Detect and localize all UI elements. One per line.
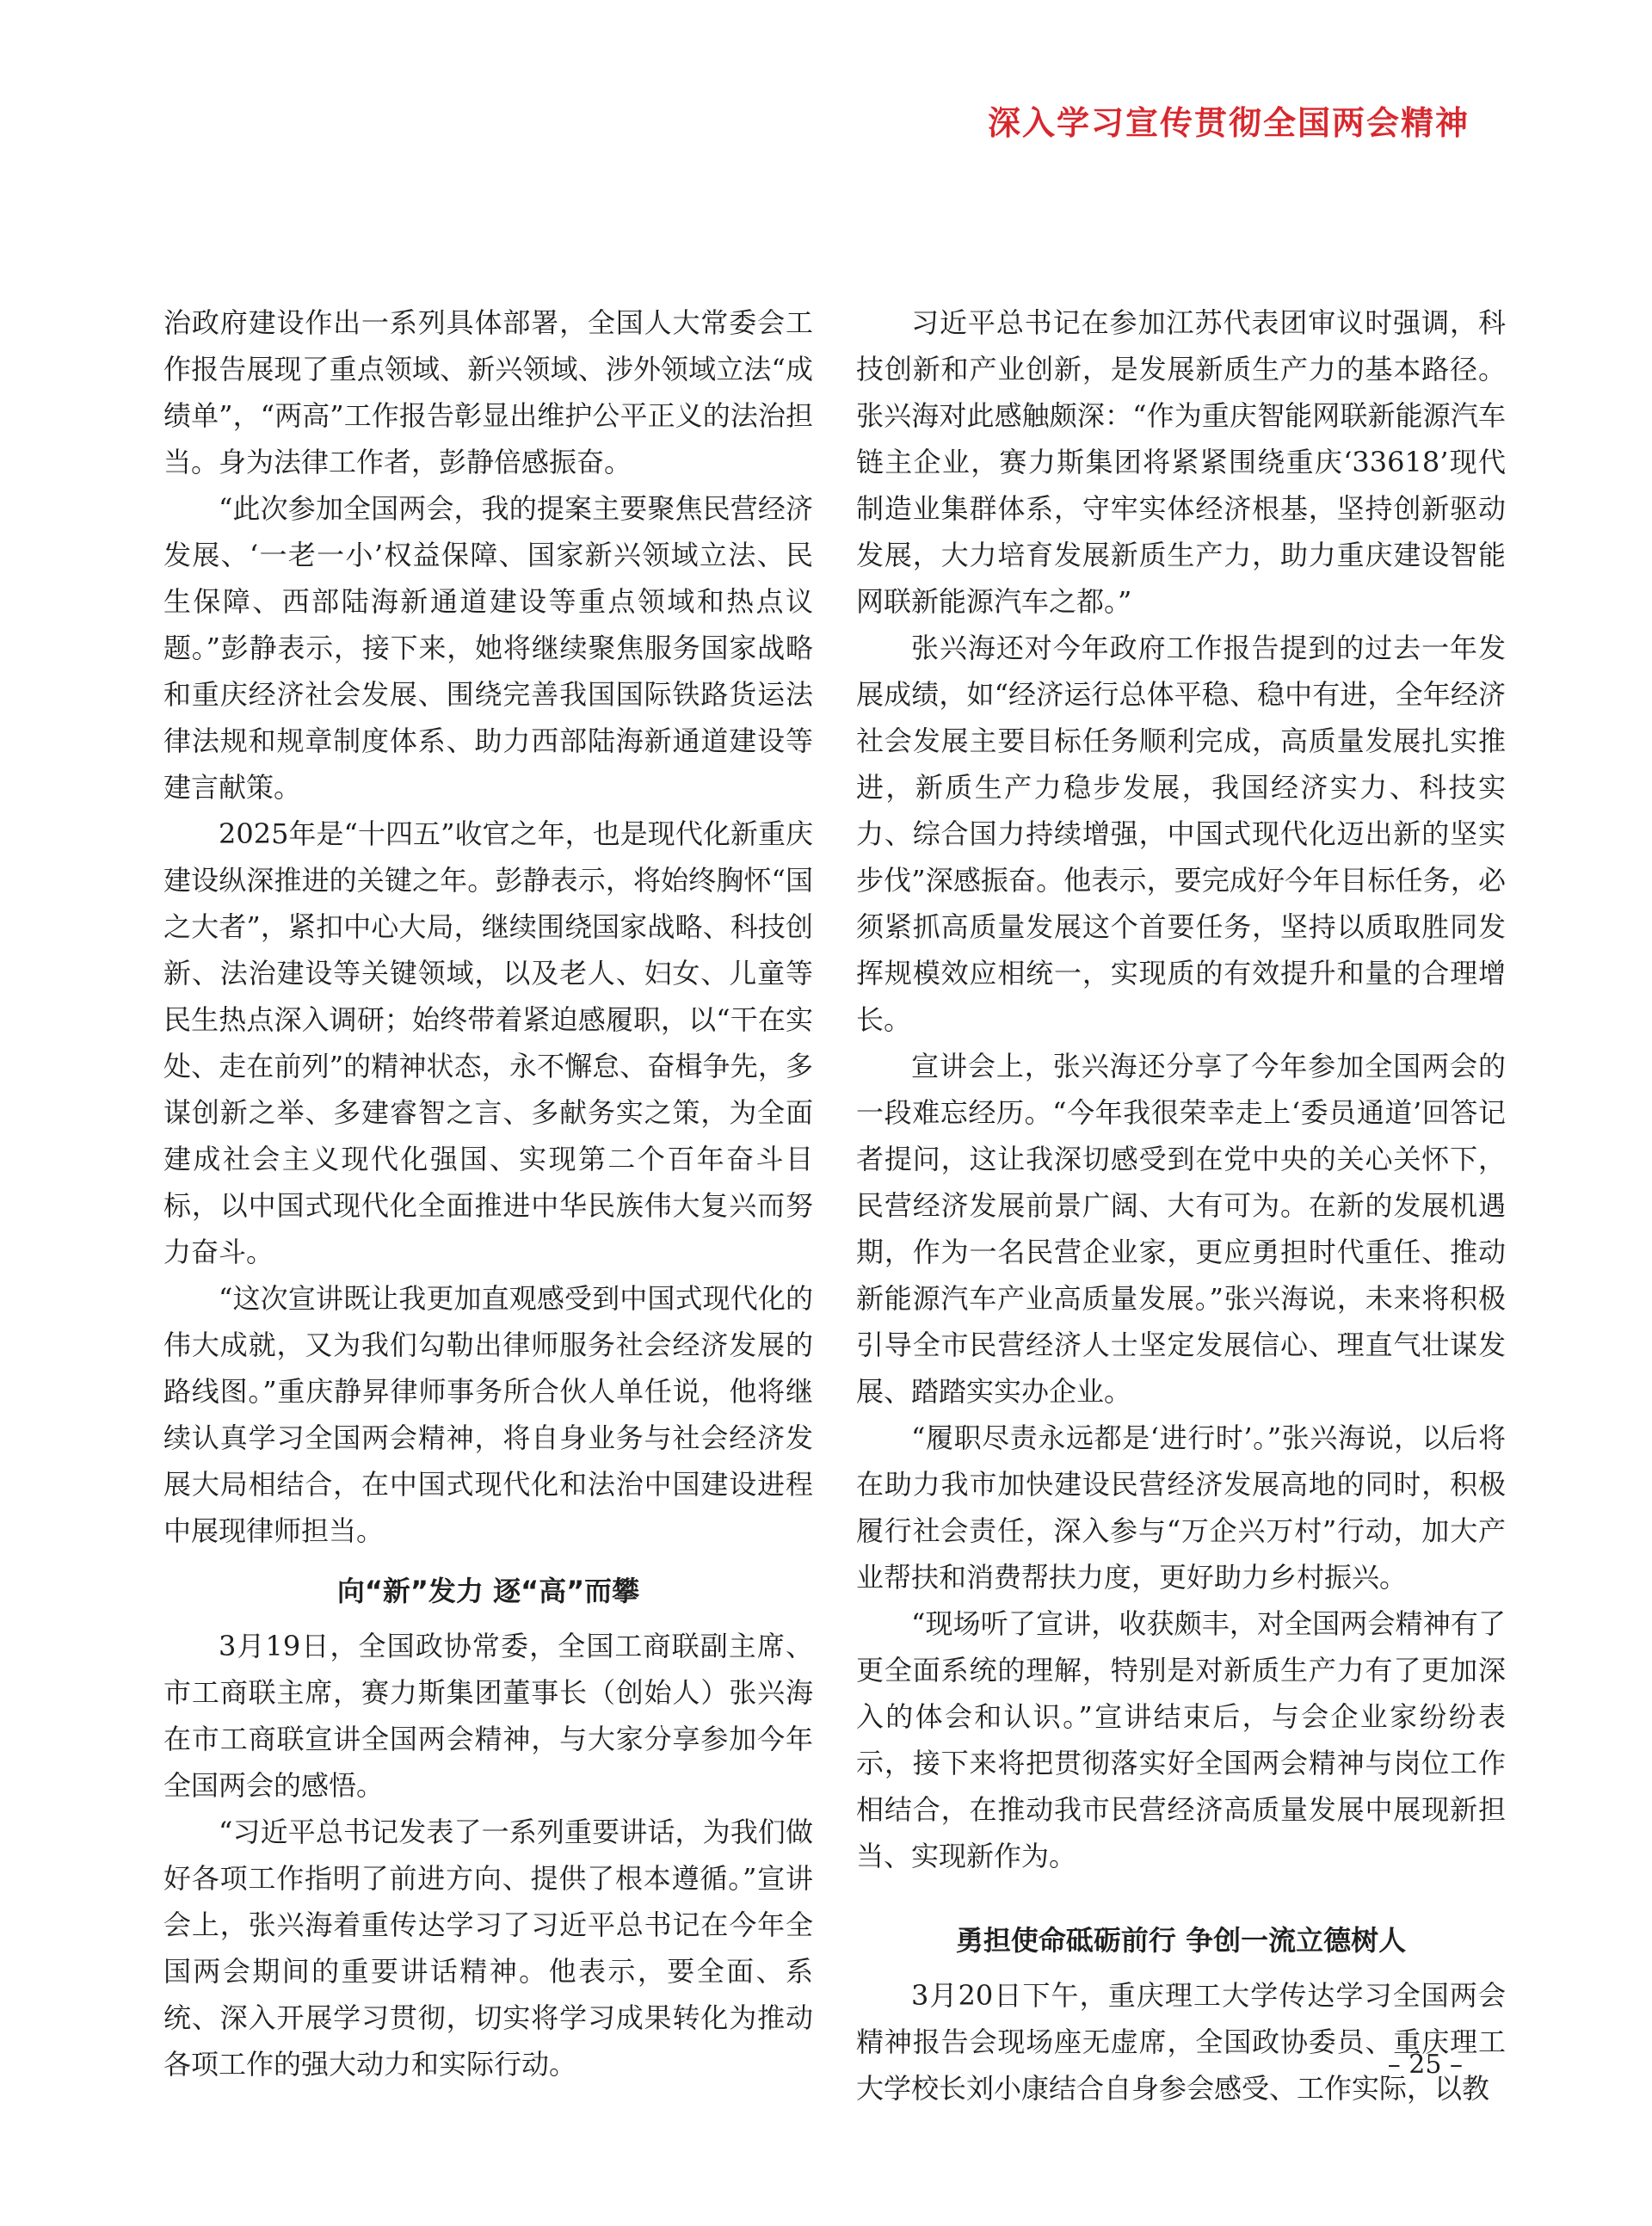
paragraph: “这次宣讲既让我更加直观感受到中国式现代化的伟大成就，又为我们勾勒出律师服务社会经济发展的路线图。”重庆静昇律师事务所合伙人单任说，他将继续认真学习全国两会精神，将自身业务与社会经济发展大局相结合，在中国式现代化和法治中国建设进程中展现律师担当。 xyxy=(163,1282,813,1547)
paragraph: 2025年是“十四五”收官之年，也是现代化新重庆建设纵深推进的关键之年。彭静表示，将始终胸怀“国之大者”，紧扣中心大局，继续围绕国家战略、科技创新、法治建设等关键领域，以及老人、妇女、儿童等民生热点深入调研；始终带着紧迫感履职，以“干在实处、走在前列”的精神状态，永不懈怠、奋楫争先，多谋创新之举、多建睿智之言、多献务实之策，为全面建成社会主义现代化强国、实现第二个百年奋斗目标，以中国式现代化全面推进中华民族伟大复兴而努力奋斗。 xyxy=(163,817,813,1268)
paragraph: 张兴海还对今年政府工作报告提到的过去一年发展成绩，如“经济运行总体平稳、稳中有进，全年经济社会发展主要目标任务顺利完成，高质量发展扎实推进，新质生产力稳步发展，我国经济实力、科技实力、综合国力持续增强，中国式现代化迈出新的坚实步伐”深感振奋。他表示，要完成好今年目标任务，必须紧抓高质量发展这个首要任务，坚持以质取胜同发挥规模效应相统一，实现质的有效提升和量的合理增长。 xyxy=(856,632,1506,1036)
paragraph: “履职尽责永远都是‘进行时’。”张兴海说，以后将在助力我市加快建设民营经济发展高地的同时，积极履行社会责任，深入参与“万企兴万村”行动，加大产业帮扶和消费帮扶力度，更好助力乡村振兴。 xyxy=(856,1421,1506,1594)
right-column xyxy=(856,299,1506,2112)
subheading: 勇担使命砥砺前行 争创一流立德树人 xyxy=(955,1924,1407,1957)
section-title: 深入学习宣传贯彻全国两会精神 xyxy=(987,104,1470,142)
paragraph: “此次参加全国两会，我的提案主要聚焦民营经济发展、‘一老一小’权益保障、国家新兴领域立法、民生保障、西部陆海新通道建设等重点领域和热点议题。”彭静表示，接下来，她将继续聚焦服务国家战略和重庆经济社会发展、围绕完善我国国际铁路货运法律法规和规章制度体系、助力西部陆海新通道建设等建言献策。 xyxy=(163,492,813,804)
subheading: 向“新”发力 逐“高”而攀 xyxy=(336,1575,640,1607)
left-column xyxy=(163,299,813,2087)
paragraph: 3月20日下午，重庆理工大学传达学习全国两会精神报告会现场座无虚席，全国政协委员、重庆理工大学校长刘小康结合自身参会感受、工作实际，以教 xyxy=(856,1979,1506,2105)
paragraph: 习近平总书记在参加江苏代表团审议时强调，科技创新和产业创新，是发展新质生产力的基本路径。张兴海对此感触颇深：“作为重庆智能网联新能源汽车链主企业，赛力斯集团将紧紧围绕重庆‘33618’现代制造业集群体系，守牢实体经济根基，坚持创新驱动发展，大力培育发展新质生产力，助力重庆建设智能网联新能源汽车之都。” xyxy=(856,306,1506,618)
paragraph: 3月19日，全国政协常委，全国工商联副主席、市工商联主席，赛力斯集团董事长（创始人）张兴海在市工商联宣讲全国两会精神，与大家分享参加今年全国两会的感悟。 xyxy=(163,1630,813,1802)
paragraph: 治政府建设作出一系列具体部署，全国人大常委会工作报告展现了重点领域、新兴领域、涉外领域立法“成绩单”，“两高”工作报告彰显出维护公平正义的法治担当。身为法律工作者，彭静倍感振奋。 xyxy=(163,306,813,478)
paragraph: “习近平总书记发表了一系列重要讲话，为我们做好各项工作指明了前进方向、提供了根本遵循。”宣讲会上，张兴海着重传达学习了习近平总书记在今年全国两会期间的重要讲话精神。他表示，要全面、系统、深入开展学习贯彻，切实将学习成果转化为推动各项工作的强大动力和实际行动。 xyxy=(163,1816,813,2081)
paragraph: “现场听了宣讲，收获颇丰，对全国两会精神有了更全面系统的理解，特别是对新质生产力有了更加深入的体会和认识。”宣讲结束后，与会企业家纷纷表示，接下来将把贯彻落实好全国两会精神与岗位工作相结合，在推动我市民营经济高质量发展中展现新担当、实现新作为。 xyxy=(856,1607,1506,1872)
paragraph: 宣讲会上，张兴海还分享了今年参加全国两会的一段难忘经历。“今年我很荣幸走上‘委员通道’回答记者提问，这让我深切感受到在党中央的关心关怀下，民营经济发展前景广阔、大有可为。在新的发展机遇期，作为一名民营企业家，更应勇担时代重任、推动新能源汽车产业高质量发展。”张兴海说，未来将积极引导全市民营经济人士坚定发展信心、理直气壮谋发展、踏踏实实办企业。 xyxy=(856,1050,1506,1408)
page-number: – 25 – xyxy=(1387,2050,1463,2080)
